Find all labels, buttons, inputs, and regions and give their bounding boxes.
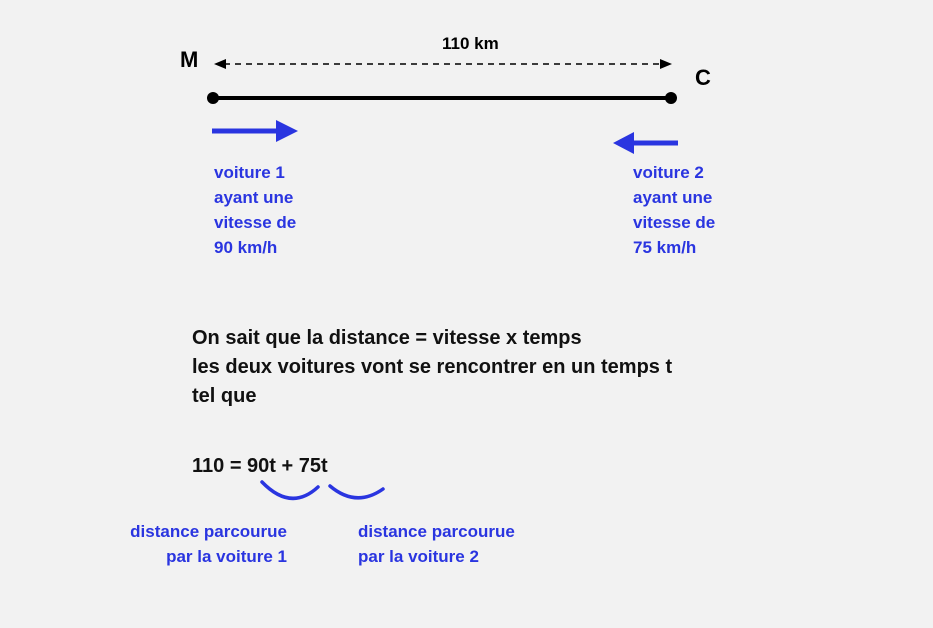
car2-description <box>633 160 715 260</box>
annotation-car2 <box>358 519 515 569</box>
car1-line-4: 90 km/h <box>214 238 278 257</box>
annotation-car2-line-1: distance parcourue <box>358 522 515 541</box>
distance-arrowhead-right <box>660 59 672 69</box>
point-m-dot <box>207 92 219 104</box>
explanation-line-3: tel que <box>192 385 257 407</box>
point-c-dot <box>665 92 677 104</box>
explanation-text <box>192 324 672 411</box>
car2-line-3: vitesse de <box>633 213 716 232</box>
explanation-line-1: On sait que la distance = vitesse x temps <box>192 327 582 349</box>
underbrace-car2 <box>330 486 383 498</box>
car1-line-1: voiture 1 <box>214 163 285 182</box>
annotation-car1-line-1: distance parcourue <box>130 522 287 541</box>
car1-line-2: ayant une <box>214 188 294 207</box>
car1-line-3: vitesse de <box>214 213 297 232</box>
annotation-car1-line-2: par la voiture 1 <box>166 547 287 566</box>
point-m-label: M <box>180 47 199 72</box>
car2-arrow-head <box>613 132 634 154</box>
annotation-car1 <box>77 519 287 569</box>
explanation-line-2: les deux voitures vont se rencontrer en un temps t <box>192 356 673 378</box>
car2-line-4: 75 km/h <box>633 238 697 257</box>
car2-line-1: voiture 2 <box>633 163 704 182</box>
underbrace-car1 <box>262 482 318 498</box>
car2-line-2: ayant une <box>633 188 713 207</box>
car1-arrow-head <box>276 120 298 142</box>
distance-arrowhead-left <box>214 59 226 69</box>
car1-description <box>214 160 296 260</box>
equation: 110 = 90t + 75t <box>192 455 328 477</box>
distance-label: 110 km <box>442 34 499 53</box>
annotation-car2-line-2: par la voiture 2 <box>358 547 479 566</box>
point-c-label: C <box>695 65 711 90</box>
